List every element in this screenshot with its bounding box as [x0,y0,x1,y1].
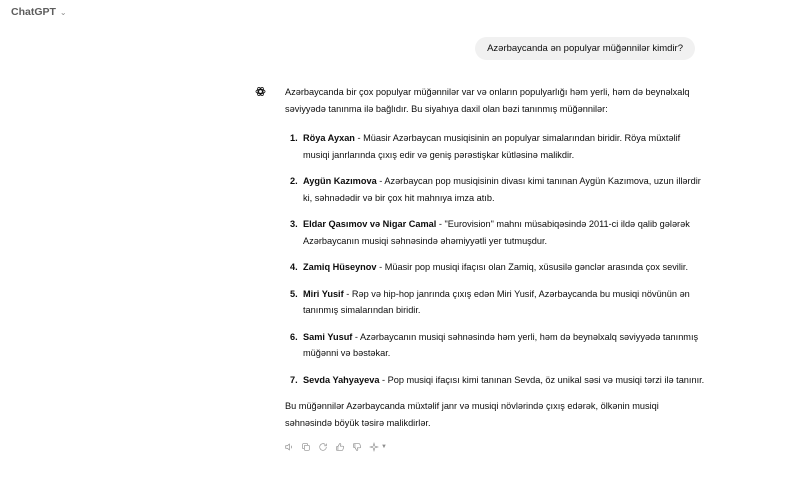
list-item: 3. Eldar Qasımov və Nigar Camal - "Eurovision" mahnı müsabiqəsində 2011-ci ildə qalib gələrək Azərbaycanın musiqi səhnəsində əhəmiyyətli yer tutmuşdur. [290,219,690,246]
answer-intro: Azərbaycanda bir çox populyar müğənnilər var və onların populyarlığı həm yerli, həm də beynəlxalq səviyyədə tanınma ilə bağlıdır. Bu siyahıya daxil olan bəzi tanınmış müğənnilər: [285,87,690,114]
user-message: Azərbaycanda ən populyar müğənnilər kimdir? [475,37,695,60]
regenerate-icon[interactable] [317,441,329,453]
list-item: 5. Miri Yusif - Rəp və hip-hop janrında çıxış edən Miri Yusif, Azərbaycanda bu musiqi növünün ən tanınmış simalarından biridir. [290,288,690,315]
copy-icon[interactable] [300,441,312,453]
list-item: 1. Röya Ayxan - Müasir Azərbaycan musiqisinin ən populyar simalarından biridir. Röya müxtəlif musiqi janrlarında çıxış edir və geniş pərəstişkar kütləsinə malikdir. [290,133,681,160]
answer-outro: Bu müğənnilər Azərbaycanda müxtəlif janr və musiqi növlərində çıxış edərək, ölkənin musiqi səhnəsində böyük təsirə malikdirlər. [285,401,659,428]
singer-list [285,130,705,388]
list-item: 7. Sevda Yahyayeva - Pop musiqi ifaçısı kimi tanınan Sevda, öz unikal səsi və musiqi tərzi ilə tanınır. [290,374,705,385]
thumbs-down-icon[interactable] [351,441,363,453]
sparkle-icon[interactable] [368,441,380,453]
speaker-icon[interactable] [283,441,295,453]
openai-logo-icon [255,86,266,97]
chevron-down-icon[interactable]: ▼ [381,444,387,450]
list-item: 2. Aygün Kazımova - Azərbaycan pop musiqisinin divası kimi tanınan Aygün Kazımova, uzun illərdir ki, səhnədədir və bir çox hit mahnıya imza atıb. [290,176,701,203]
model-name: ChatGPT [11,6,56,18]
chevron-down-icon: ⌄ [59,7,67,17]
assistant-message [285,84,705,431]
list-item: 4. Zamiq Hüseynov - Müasir pop musiqi ifaçısı olan Zamiq, xüsusilə gənclər arasında çox sevilir. [290,262,689,272]
thumbs-up-icon[interactable] [334,441,346,453]
list-item: 6. Sami Yusuf - Azərbaycanın musiqi səhnəsində həm yerli, həm də beynəlxalq səviyyədə tanınmış müğənni və bəstəkar. [290,331,699,358]
model-selector[interactable] [11,6,67,18]
message-actions [283,441,387,453]
